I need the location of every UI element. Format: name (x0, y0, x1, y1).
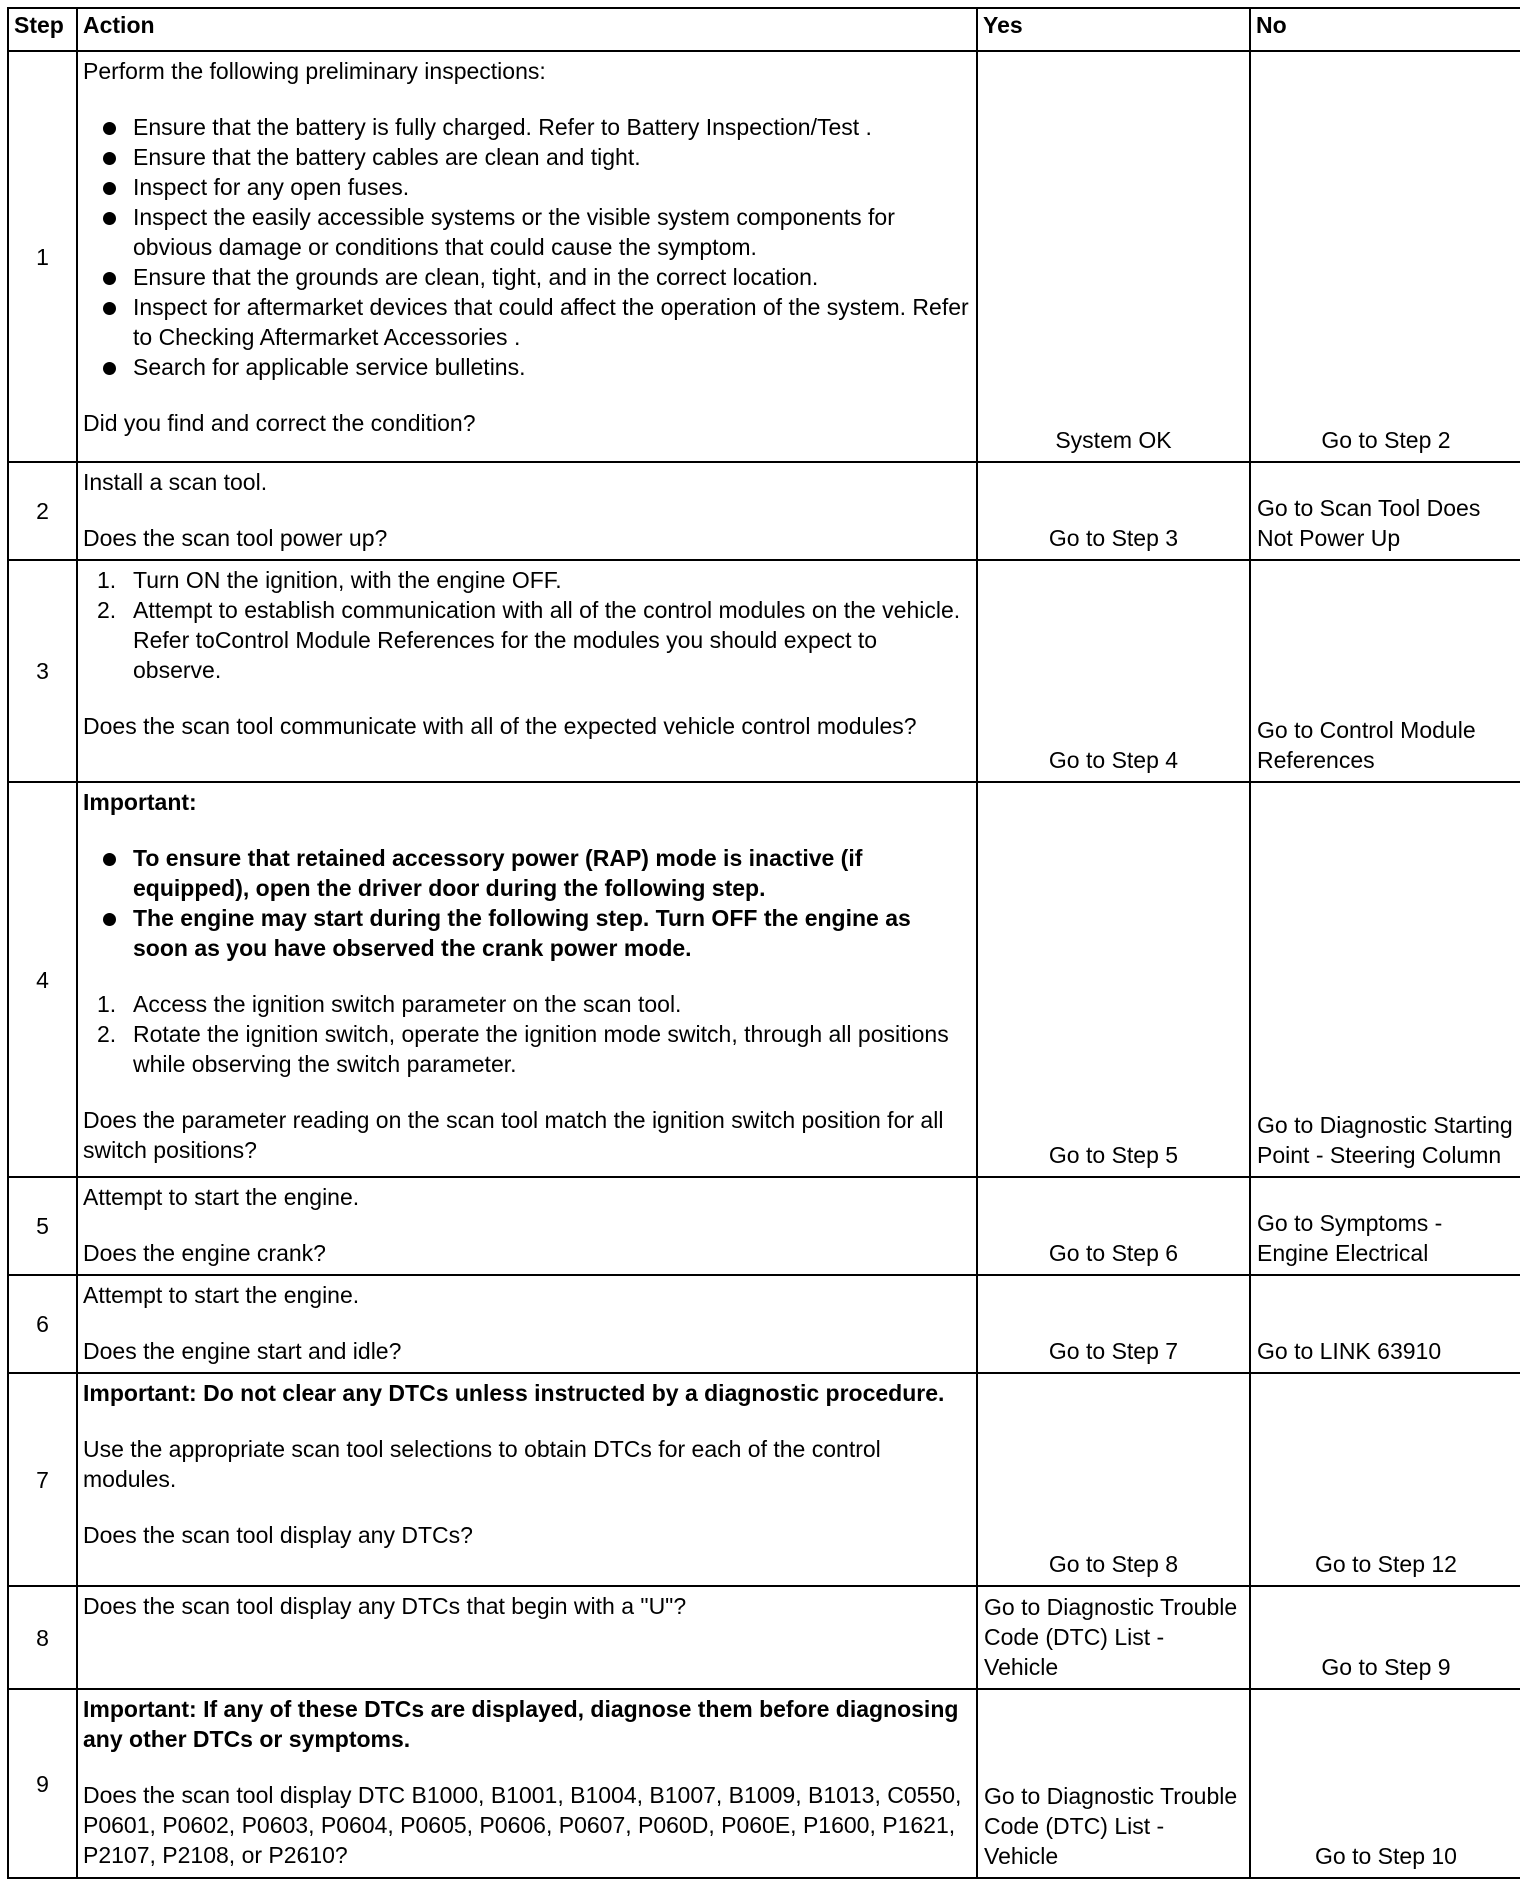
header-row (8, 8, 1520, 51)
table-row (8, 1586, 1520, 1689)
action-cell (77, 51, 977, 462)
table-row (8, 51, 1520, 462)
yes-result: Go to Diagnostic Trouble Code (DTC) List - Vehicle (977, 1689, 1250, 1878)
header-step: Step (8, 8, 77, 51)
no-result: Go to LINK 63910 (1250, 1275, 1520, 1373)
bullet-item: Ensure that the battery cables are clean and tight. (83, 142, 970, 172)
table-row (8, 1275, 1520, 1373)
action-question: Does the scan tool power up? (83, 525, 388, 551)
action-cell (77, 782, 977, 1177)
bullet-item: Ensure that the grounds are clean, tight, and in the correct location. (83, 262, 970, 292)
important-label: Important: (83, 1696, 197, 1722)
no-result: Go to Step 9 (1250, 1586, 1520, 1689)
bullet-item: Search for applicable service bulletins. (83, 352, 970, 382)
action-cell (77, 1586, 977, 1689)
yes-result: Go to Step 5 (977, 782, 1250, 1177)
important-label: Important: (83, 1380, 197, 1406)
action-question: Does the scan tool communicate with all of the expected vehicle control modules? (83, 713, 917, 739)
bullet-item: Inspect the easily accessible systems or the visible system components for obvious damage or conditions that could cause the symptom. (83, 202, 970, 262)
action-question: Does the scan tool display any DTCs? (83, 1522, 473, 1548)
bullet-item: Inspect for any open fuses. (83, 172, 970, 202)
action-cell (77, 462, 977, 560)
yes-result: Go to Step 4 (977, 560, 1250, 782)
diagnostic-table (7, 7, 1520, 1879)
no-result: Go to Step 10 (1250, 1689, 1520, 1878)
bullet-list (83, 843, 970, 963)
table-row (8, 462, 1520, 560)
table-row (8, 1689, 1520, 1878)
no-result: Go to Step 12 (1250, 1373, 1520, 1586)
yes-result: Go to Step 6 (977, 1177, 1250, 1275)
table-row (8, 782, 1520, 1177)
step-number: 6 (8, 1275, 77, 1373)
action-question: Did you find and correct the condition? (83, 410, 476, 436)
important-note (83, 1694, 970, 1754)
header-action: Action (77, 8, 977, 51)
bullet-item: To ensure that retained accessory power (RAP) mode is inactive (if equipped), open the driver door during the following step. (83, 843, 970, 903)
action-cell (77, 1275, 977, 1373)
action-cell (77, 560, 977, 782)
numbered-item: 2. Attempt to establish communication with all of the control modules on the vehicle. Refer toControl Module References for the modules you should expect to observe. (97, 597, 961, 683)
bullet-item: Inspect for aftermarket devices that could affect the operation of the system. Refer to Checking Aftermarket Accessories . (83, 292, 970, 352)
action-intro: Attempt to start the engine. (83, 1282, 360, 1308)
header-no: No (1250, 8, 1520, 51)
table-row (8, 1177, 1520, 1275)
yes-result: Go to Step 3 (977, 462, 1250, 560)
action-intro: Install a scan tool. (83, 469, 268, 495)
important-label: Important: (83, 789, 197, 815)
bullet-list (83, 112, 970, 382)
no-result: Go to Diagnostic Starting Point - Steering Column (1250, 782, 1520, 1177)
action-cell (77, 1689, 977, 1878)
numbered-item: 1. Turn ON the ignition, with the engine OFF. (97, 567, 562, 593)
important-text: If any of these DTCs are displayed, diagnose them before diagnosing any other DTCs or symptoms. (83, 1696, 959, 1752)
bullet-item: The engine may start during the following step. Turn OFF the engine as soon as you have observed the crank power mode. (83, 903, 970, 963)
no-result: Go to Scan Tool Does Not Power Up (1250, 462, 1520, 560)
numbered-list (83, 989, 970, 1079)
numbered-item: 1. Access the ignition switch parameter on the scan tool. (97, 991, 682, 1017)
action-cell (77, 1373, 977, 1586)
no-result: Go to Control Module References (1250, 560, 1520, 782)
action-question: Does the scan tool display any DTCs that begin with a "U"? (83, 1593, 687, 1619)
bullet-item: Ensure that the battery is fully charged. Refer to Battery Inspection/Test . (83, 112, 970, 142)
step-number: 7 (8, 1373, 77, 1586)
action-question: Does the scan tool display DTC B1000, B1001, B1004, B1007, B1009, B1013, C0550, P0601, P0602, P0603, P0604, P0605, P0606, P0607, P060D, P060E, P1600, P1621, P2107, P2108, or P2610? (83, 1782, 962, 1868)
step-number: 5 (8, 1177, 77, 1275)
no-result: Go to Step 2 (1250, 51, 1520, 462)
important-note (83, 1378, 970, 1408)
yes-result: System OK (977, 51, 1250, 462)
action-body: Use the appropriate scan tool selections to obtain DTCs for each of the control modules. (83, 1436, 881, 1492)
important-text: Do not clear any DTCs unless instructed by a diagnostic procedure. (203, 1380, 945, 1406)
yes-result: Go to Step 8 (977, 1373, 1250, 1586)
no-result: Go to Symptoms - Engine Electrical (1250, 1177, 1520, 1275)
step-number: 3 (8, 560, 77, 782)
table-row (8, 1373, 1520, 1586)
action-cell (77, 1177, 977, 1275)
yes-result: Go to Diagnostic Trouble Code (DTC) List - Vehicle (977, 1586, 1250, 1689)
action-question: Does the engine crank? (83, 1240, 326, 1266)
numbered-list (83, 565, 970, 685)
step-number: 2 (8, 462, 77, 560)
step-number: 4 (8, 782, 77, 1177)
table-row (8, 560, 1520, 782)
step-number: 8 (8, 1586, 77, 1689)
action-question: Does the engine start and idle? (83, 1338, 402, 1364)
step-number: 1 (8, 51, 77, 462)
step-number: 9 (8, 1689, 77, 1878)
yes-result: Go to Step 7 (977, 1275, 1250, 1373)
action-intro: Perform the following preliminary inspections: (83, 58, 546, 84)
action-question: Does the parameter reading on the scan tool match the ignition switch position for all switch positions? (83, 1107, 944, 1163)
action-intro: Attempt to start the engine. (83, 1184, 360, 1210)
header-yes: Yes (977, 8, 1250, 51)
numbered-item: 2. Rotate the ignition switch, operate the ignition mode switch, through all positions while observing the switch parameter. (97, 1021, 949, 1077)
